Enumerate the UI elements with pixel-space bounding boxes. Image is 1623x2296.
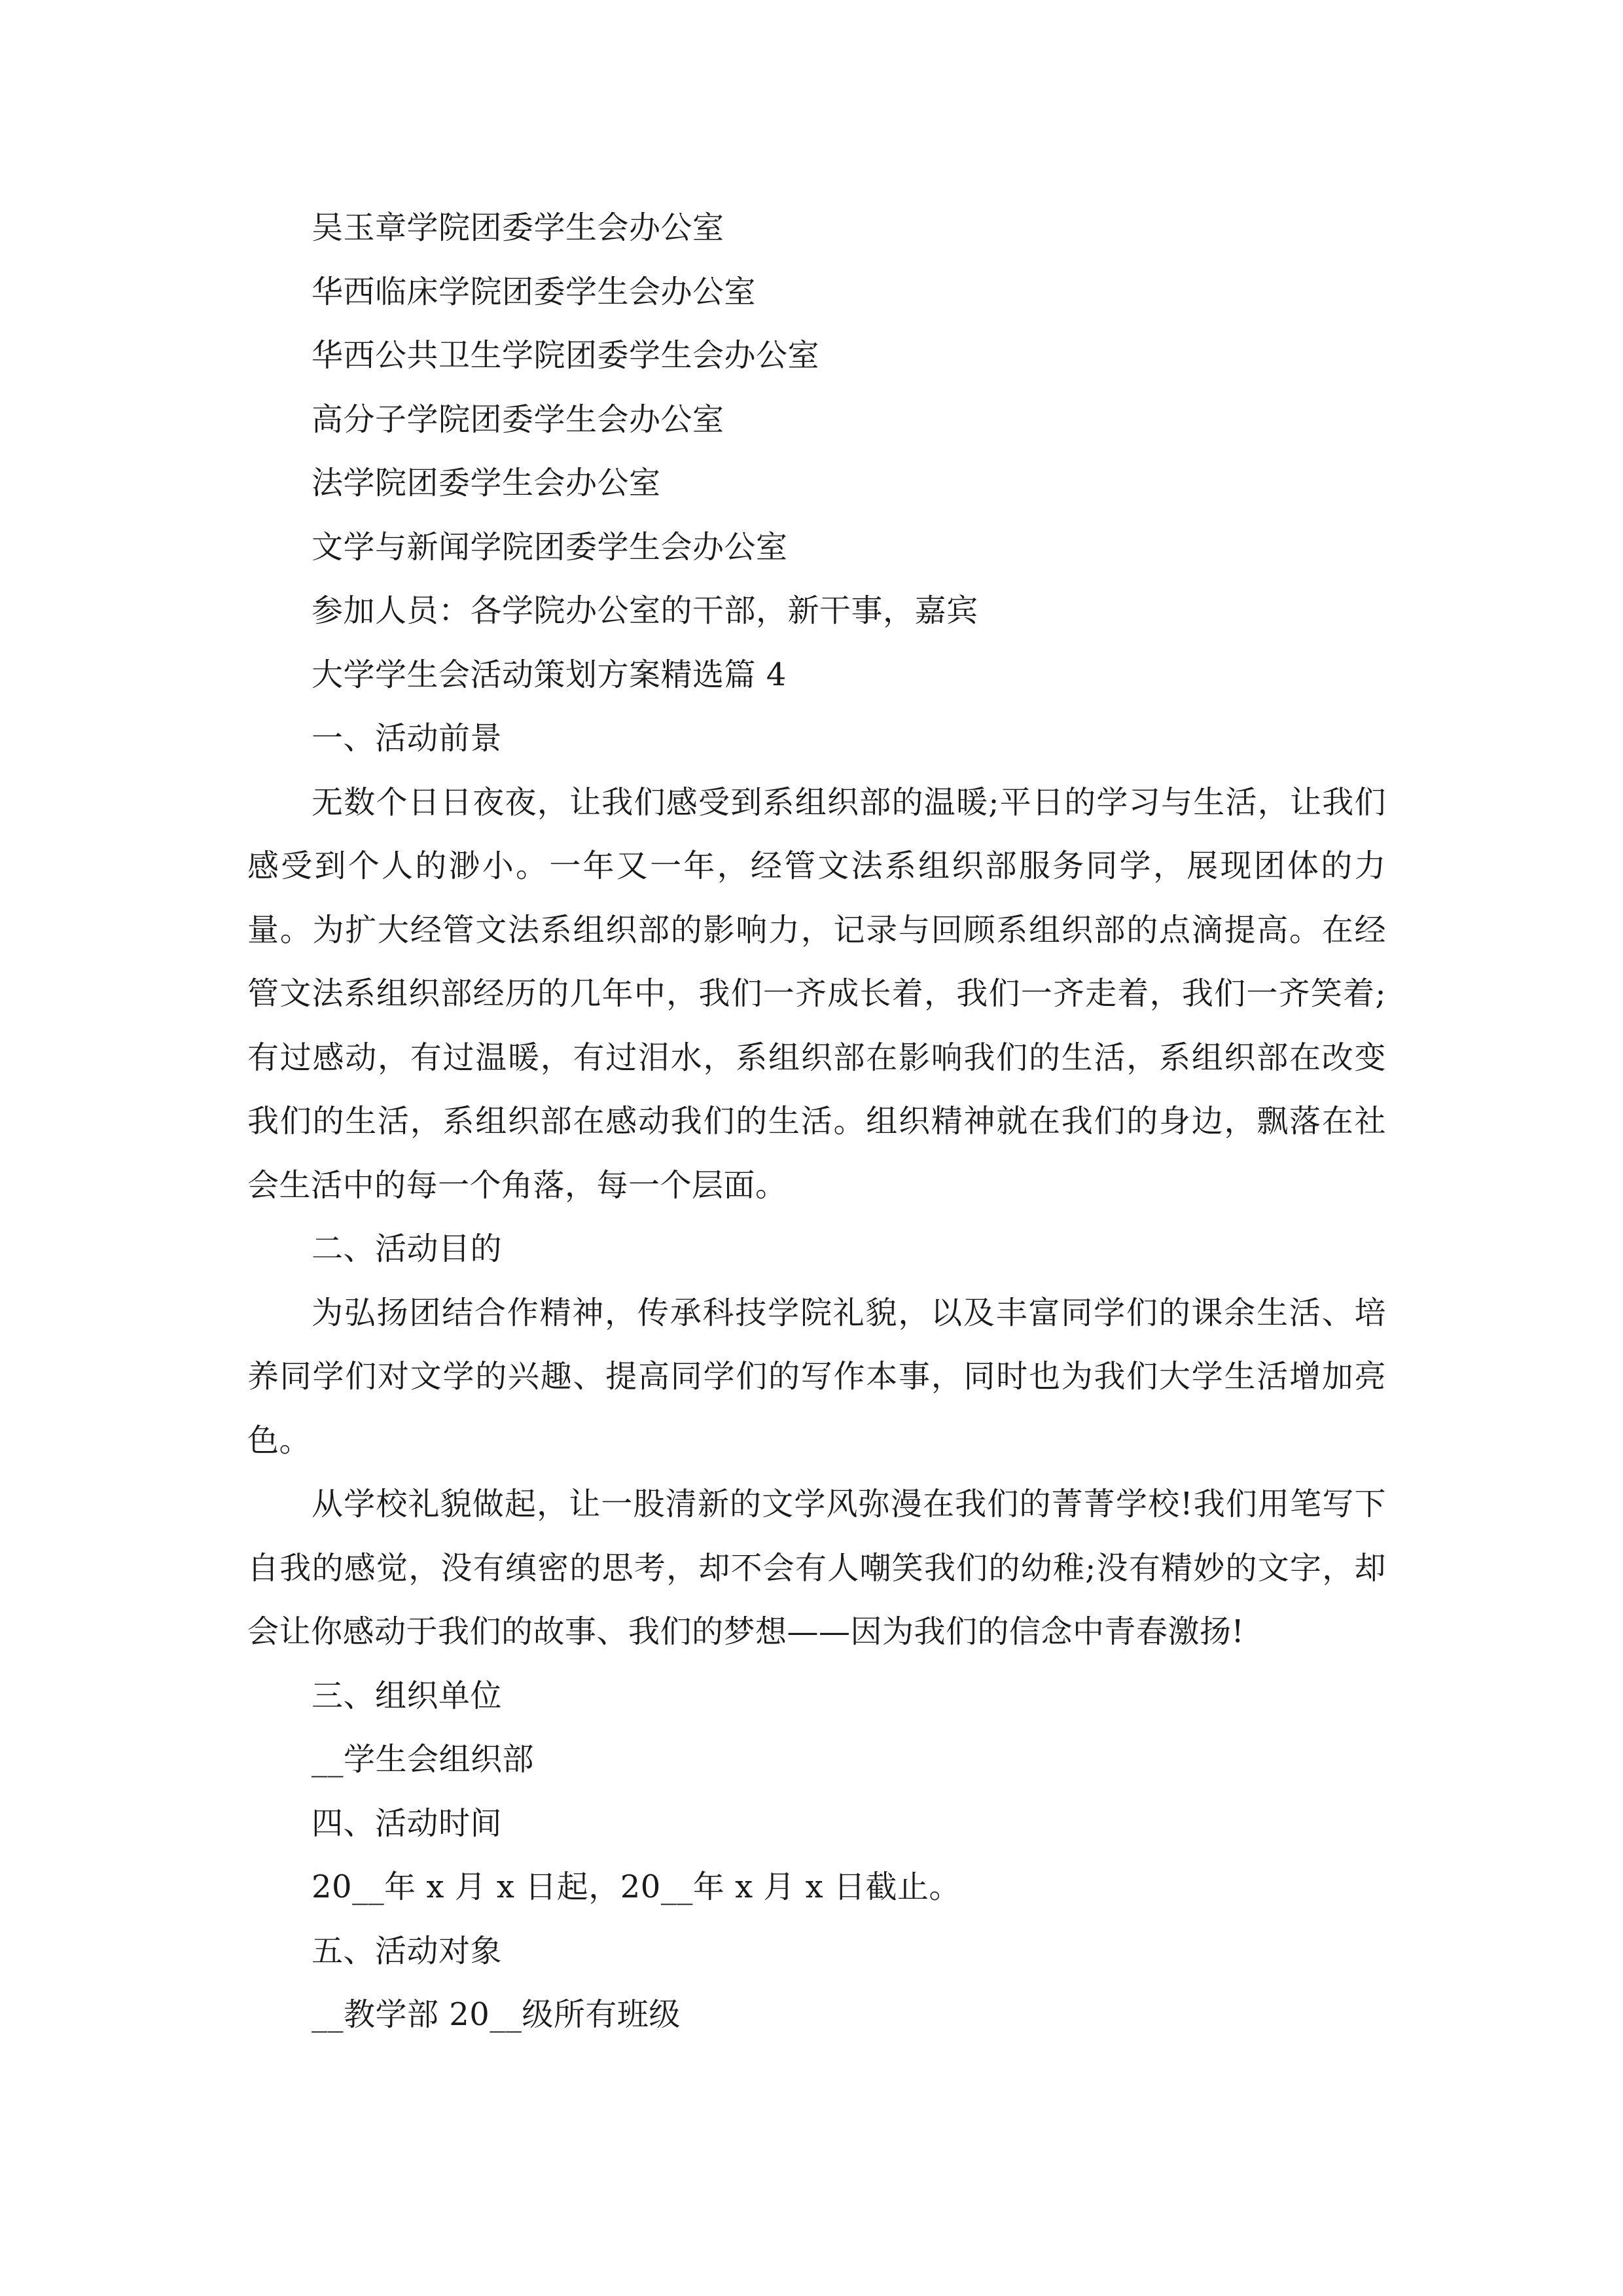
office-line: 文学与新闻学院团委学生会办公室: [312, 528, 788, 565]
section4-body: 20__年 x 月 x 日起，20__年 x 月 x 日截止。: [312, 1869, 961, 1905]
section2-paragraph-2: 从学校礼貌做起，让一股清新的文学风弥漫在我们的菁菁学校!我们用笔写下自我的感觉，没有缜密的思考，却不会有人嘲笑我们的幼稚;没有精妙的文字，却会让你感动于我们的故事、我们的梦想——因为我们的信念中青春激扬!: [247, 1486, 1386, 1650]
article-title: 大学学生会活动策划方案精选篇 4: [312, 656, 787, 693]
document-body: [247, 196, 1386, 2047]
office-line: 高分子学院团委学生会办公室: [312, 401, 724, 438]
office-line: 华西临床学院团委学生会办公室: [312, 273, 757, 310]
section5-heading: 五、活动对象: [312, 1932, 503, 1969]
section5-body: __教学部 20__级所有班级: [312, 1996, 681, 2033]
office-line: 法学院团委学生会办公室: [312, 465, 661, 501]
office-line: 华西公共卫生学院团委学生会办公室: [312, 337, 820, 374]
section1-heading: 一、活动前景: [312, 720, 503, 757]
section2-paragraph-1: 为弘扬团结合作精神，传承科技学院礼貌，以及丰富同学们的课余生活、培养同学们对文学的兴趣、提高同学们的写作本事，同时也为我们大学生活增加亮色。: [247, 1294, 1386, 1459]
section3-heading: 三、组织单位: [312, 1677, 503, 1714]
section1-paragraph: 无数个日日夜夜，让我们感受到系组织部的温暖;平日的学习与生活，让我们感受到个人的渺小。一年又一年，经管文法系组织部服务同学，展现团体的力量。为扩大经管文法系组织部的影响力，记录与回顾系组织部的点滴提高。在经管文法系组织部经历的几年中，我们一齐成长着，我们一齐走着，我们一齐笑着;有过感动，有过温暖，有过泪水，系组织部在影响我们的生活，系组织部在改变我们的生活，系组织部在感动我们的生活。组织精神就在我们的身边，飘落在社会生活中的每一个角落，每一个层面。: [247, 783, 1386, 1204]
office-line: 吴玉章学院团委学生会办公室: [312, 209, 724, 246]
section2-heading: 二、活动目的: [312, 1230, 503, 1267]
participants-line: 参加人员：各学院办公室的干部，新干事，嘉宾: [312, 592, 978, 629]
section3-body: __学生会组织部: [312, 1741, 535, 1778]
section4-heading: 四、活动时间: [312, 1804, 503, 1842]
